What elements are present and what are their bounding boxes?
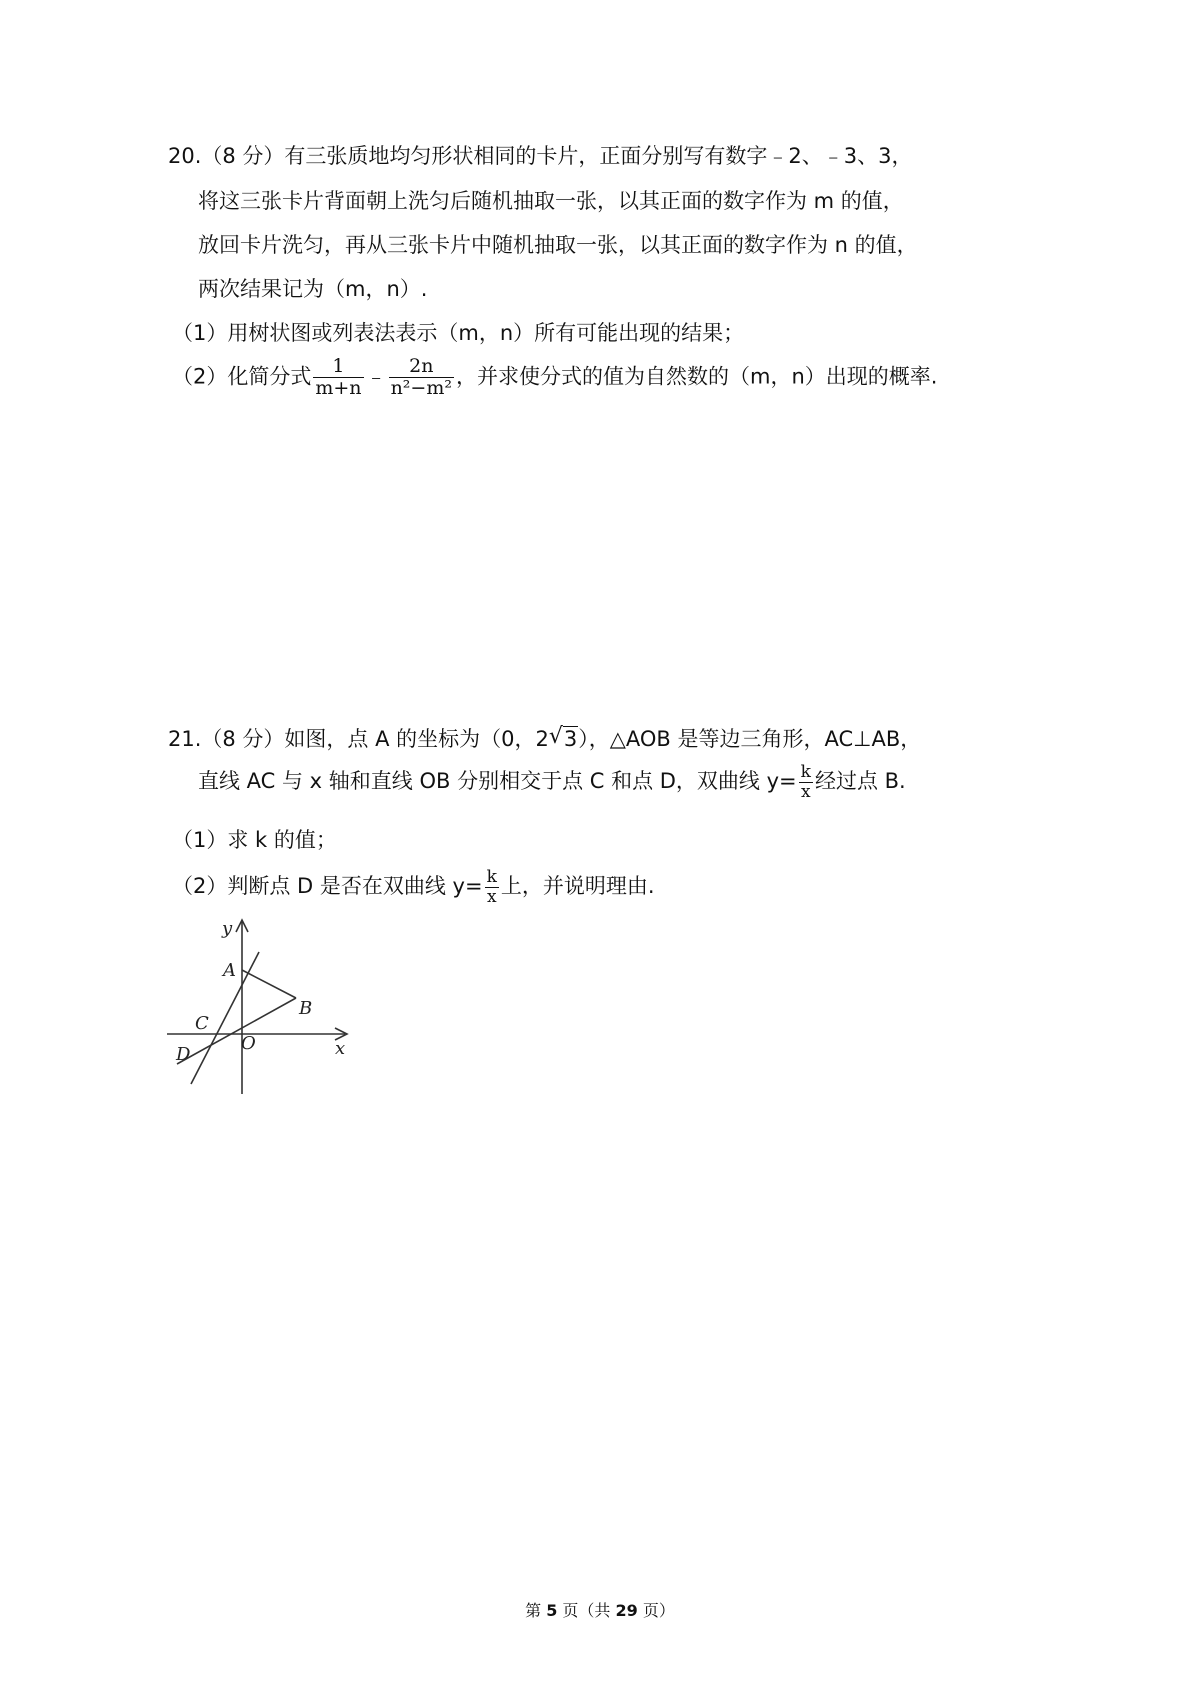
label-b: B	[299, 998, 313, 1019]
q21-part2	[172, 868, 655, 906]
segment-ab	[242, 970, 296, 998]
q20-fraction-2	[389, 356, 454, 399]
q20-minus: ﹣	[365, 364, 387, 389]
q21-part2-b: 上，并说明理由.	[500, 874, 655, 899]
footer-middle: 页（共	[562, 1601, 611, 1620]
q20-part2-prefix: （2）化简分式	[172, 364, 312, 389]
q20-fraction-1	[313, 356, 363, 399]
q21-sqrt	[548, 724, 578, 751]
q20-part2-suffix: ，并求使分式的值为自然数的（m，n）出现的概率.	[455, 364, 938, 389]
q21-hyperbola-fraction	[799, 763, 813, 801]
label-o: O	[241, 1033, 256, 1054]
label-d: D	[176, 1044, 191, 1065]
footer-total-pages: 29	[615, 1601, 638, 1620]
coordinate-diagram	[165, 918, 365, 1098]
q20-line4: 两次结果记为（m，n）.	[198, 277, 428, 301]
q21-part1: （1）求 k 的值；	[172, 828, 337, 852]
q21-line2-b: 经过点 B.	[814, 769, 906, 794]
q20-frac1-numerator: 1	[332, 355, 345, 377]
q21-line2-a: 直线 AC 与 x 轴和直线 OB 分别相交于点 C 和点 D，双曲线 y=	[198, 769, 797, 794]
q21-sqrt-value: 3	[563, 727, 578, 751]
q21-part2-frac-denominator: x	[485, 887, 499, 907]
q20-frac2-denominator: n²−m²	[390, 376, 452, 399]
footer-suffix: 页）	[642, 1601, 675, 1620]
label-x: x	[335, 1038, 346, 1059]
page-footer	[0, 1598, 1200, 1621]
q21-part2-fraction	[485, 868, 499, 906]
q21-line1	[168, 724, 922, 751]
label-c: C	[195, 1013, 209, 1034]
q21-line1-b: ），△AOB 是等边三角形，AC⊥AB，	[578, 727, 922, 751]
q21-part2-frac-numerator: k	[486, 867, 497, 887]
q20-frac2-numerator: 2n	[409, 355, 434, 377]
q20-part2	[172, 356, 937, 399]
q21-part2-a: （2）判断点 D 是否在双曲线 y=	[172, 874, 483, 899]
footer-page-number: 5	[546, 1601, 558, 1620]
q20-line1: 20.（8 分）有三张质地均匀形状相同的卡片，正面分别写有数字﹣2、﹣3、3，	[168, 144, 913, 168]
q20-line2: 将这三张卡片背面朝上洗匀后随机抽取一张，以其正面的数字作为 m 的值，	[198, 189, 904, 213]
q21-line2	[198, 763, 906, 801]
q20-frac1-denominator: m+n	[315, 376, 362, 399]
footer-prefix: 第	[525, 1601, 542, 1620]
label-a: A	[223, 960, 236, 981]
q21-frac-numerator: k	[800, 762, 811, 782]
radical-sign-icon: √	[548, 724, 563, 749]
q21-line1-a: 21.（8 分）如图，点 A 的坐标为（0，2	[168, 727, 549, 751]
label-y: y	[222, 918, 233, 939]
q21-frac-denominator: x	[799, 782, 813, 802]
q20-line3: 放回卡片洗匀，再从三张卡片中随机抽取一张，以其正面的数字作为 n 的值，	[198, 233, 918, 257]
q20-part1: （1）用树状图或列表法表示（m，n）所有可能出现的结果；	[172, 321, 745, 345]
